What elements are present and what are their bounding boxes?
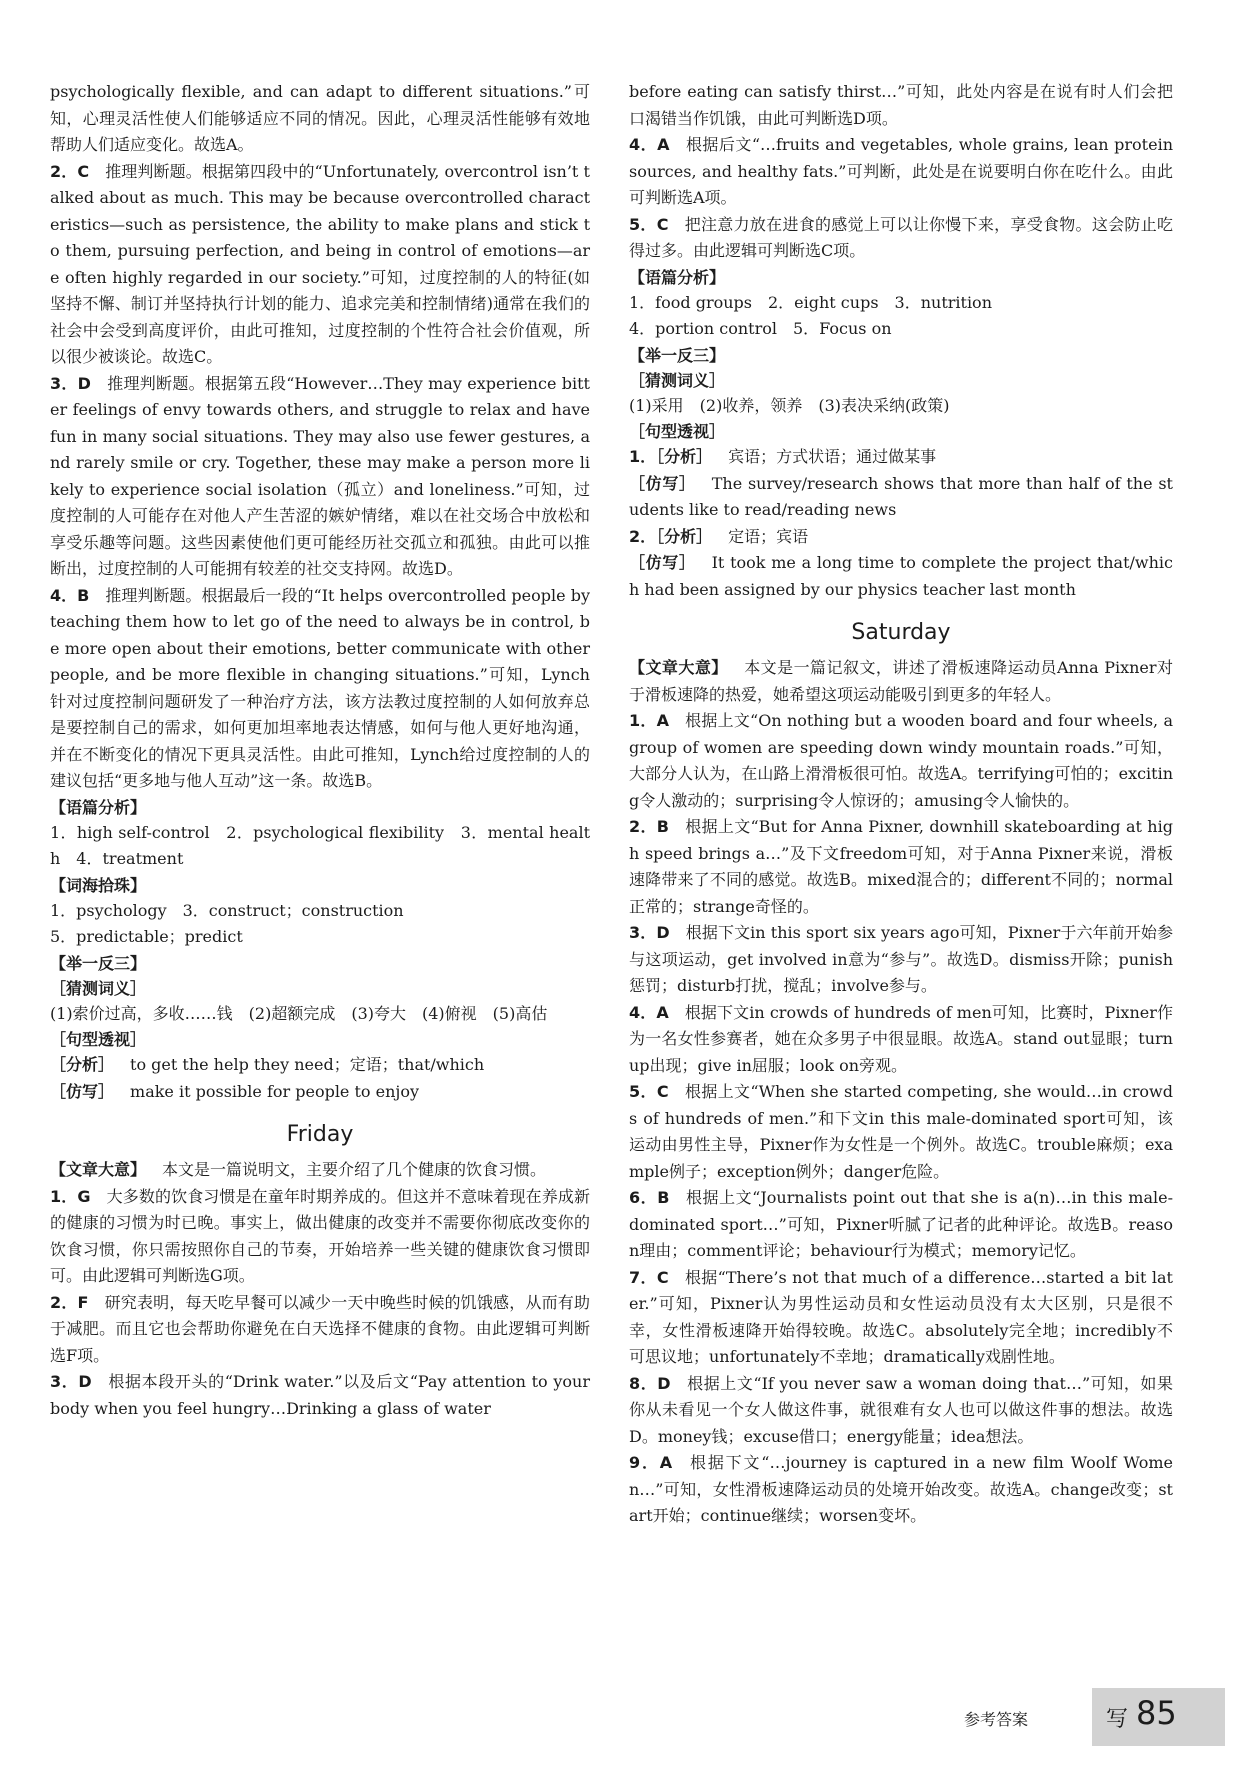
item-text: 定语；宾语 bbox=[728, 526, 809, 546]
answer-item bbox=[629, 212, 1173, 265]
item-text: to get the help they need；定语；that/which bbox=[130, 1055, 485, 1074]
answer-item bbox=[629, 444, 1173, 471]
section-heading: 【词海拾珠】 bbox=[50, 875, 147, 895]
item-text: 根据下文“…journey is captured in a new film Woolf Women…”可知，女性滑板速降运动员的处境开始改变。故选A。change改变；start开始；continue继续；worsen变坏。 bbox=[629, 1453, 1173, 1525]
answer-item bbox=[629, 132, 1173, 212]
item-label: 4．A bbox=[629, 1002, 669, 1022]
item-text: It took me a long time to complete the project that/which had been assigned by our physics teacher last month bbox=[629, 553, 1173, 599]
answer-item bbox=[50, 1052, 590, 1079]
footer-section-label: 参考答案 bbox=[964, 1710, 1029, 1729]
item-label: 5．C bbox=[629, 1082, 669, 1101]
paragraph: (1)采用 (2)收养，领养 (3)表决采纳(政策) bbox=[629, 395, 950, 415]
item-text: 根据下文in crowds of hundreds of men可知，比赛时，Pixner作为一名女性参赛者，她在众多男子中很显眼。故选A。stand out显眼；turn up出现；give in屈服；look on旁观。 bbox=[629, 1002, 1173, 1075]
section-heading: ［猜测词义］ bbox=[629, 370, 726, 390]
item-label: ［分析］ bbox=[50, 1055, 115, 1074]
section-heading: 【举一反三】 bbox=[629, 345, 726, 365]
item-label: 4．A bbox=[629, 135, 670, 154]
item-text: 根据上文“Journalists point out that she is a(n)…in this male-dominated sport…”可知，Pixner听腻了记者的此种评论。故选B。reason理由；comment评论；behaviour行为模式；memory记忆。 bbox=[629, 1188, 1173, 1260]
item-label: 【文章大意】 bbox=[629, 658, 728, 677]
answer-item bbox=[629, 814, 1173, 920]
section-heading: 【语篇分析】 bbox=[50, 797, 147, 817]
item-label: 3．D bbox=[50, 1372, 92, 1391]
section-heading: ［句型透视］ bbox=[629, 422, 726, 441]
item-label: 2．［分析］ bbox=[629, 526, 713, 546]
item-text: 推理判断题。根据第四段中的“Unfortunately, overcontrol isn’t talked about as much. This may be because overcontrolled characteristics—such as persistence, the ability to make plans and stick to them, pursuing perfection, and being in control of emotions—are often highly regarded in our society.”可知，过度控制的人的特征(如坚持不懈、制订并坚持执行计划的能力、追求完美和控制情绪)通常在我们的社会中会受到高度评价，由此可推知，过度控制的个性符合社会价值观，所以很少被谈论。故选C。 bbox=[50, 161, 590, 366]
item-label: 6．B bbox=[629, 1188, 670, 1207]
item-label: 4．B bbox=[50, 585, 90, 605]
answer-item bbox=[629, 1371, 1173, 1451]
answer-item bbox=[50, 1184, 590, 1290]
item-text: 宾语；方式状语；通过做某事 bbox=[728, 447, 937, 466]
item-label: 3．D bbox=[629, 923, 670, 942]
answer-item bbox=[50, 1290, 590, 1370]
item-label: 8．D bbox=[629, 1373, 671, 1393]
answer-item bbox=[629, 655, 1173, 708]
day-heading: Friday bbox=[286, 1122, 354, 1147]
answer-item bbox=[629, 1450, 1173, 1530]
section-heading: ［句型透视］ bbox=[50, 1030, 147, 1049]
answer-item bbox=[629, 708, 1173, 814]
item-label: 9．A bbox=[629, 1453, 673, 1472]
page-number: 85 bbox=[1136, 1694, 1177, 1732]
paragraph: 1．food groups 2．eight cups 3．nutrition bbox=[629, 292, 992, 312]
item-text: 本文是一篇记叙文，讲述了滑板速降运动员Anna Pixner对于滑板速降的热爱，她希望这项运动能吸引到更多的年轻人。 bbox=[629, 658, 1173, 704]
day-heading: Saturday bbox=[851, 620, 951, 645]
answer-item bbox=[629, 471, 1173, 524]
answer-item bbox=[629, 920, 1173, 1000]
book-code: 写 bbox=[1106, 1707, 1129, 1732]
item-label: 7．C bbox=[629, 1267, 669, 1287]
answer-item bbox=[629, 1185, 1173, 1265]
answer-item bbox=[629, 1000, 1173, 1080]
paragraph: (1)索价过高，多收……钱 (2)超额完成 (3)夸大 (4)俯视 (5)高估 bbox=[50, 1003, 548, 1023]
page-number-box bbox=[1092, 1688, 1225, 1746]
item-text: 把注意力放在进食的感觉上可以让你慢下来，享受食物。这会防止吃得过多。由此逻辑可判断选C项。 bbox=[629, 214, 1173, 260]
answer-item bbox=[50, 1079, 590, 1106]
item-text: 根据上文“On nothing but a wooden board and four wheels, a group of women are speeding down windy mountain roads.”可知，大部分人认为，在山路上滑滑板很可怕。故选A。terrifying可怕的；exciting令人激动的；surprising令人惊讶的；amusing令人愉快的。 bbox=[629, 711, 1173, 810]
item-text: 推理判断题。根据第五段“However…They may experience bitter feelings of envy towards others, and struggle to relax and have fun in many social situations. They may also use fewer gestures, and rarely smile or cry. Together, these may make a person more likely to experience social isolation（孤立）and loneliness.”可知，过度控制的人可能存在对他人产生苦涩的嫉妒情绪，难以在社交场合中放松和享受乐趣等问题。这些因素使他们更可能经历社交孤立和孤独。由此可以推断出，过度控制的人可能拥有较差的社交支持网。故选D。 bbox=[50, 373, 590, 578]
answer-item bbox=[629, 1265, 1173, 1371]
item-text: make it possible for people to enjoy bbox=[130, 1081, 420, 1101]
answer-item bbox=[50, 583, 590, 795]
right-column bbox=[629, 79, 1173, 1530]
paragraph: 1．high self-control 2．psychological flexibility 3．mental health 4．treatment bbox=[50, 822, 590, 868]
item-text: 根据下文in this sport six years ago可知，Pixner于六年前开始参与这项运动，get involved in意为“参与”。故选D。dismiss开除；punish惩罚；disturb打扰，搅乱；involve参与。 bbox=[629, 923, 1173, 995]
item-label: 3．D bbox=[50, 373, 91, 393]
item-text: 根据上文“If you never saw a woman doing that…”可知，如果你从未看见一个女人做这件事，就很难有女人也可以做这件事的想法。故选D。money钱；excuse借口；energy能量；idea想法。 bbox=[629, 1373, 1173, 1446]
item-text: 推理判断题。根据最后一段的“It helps overcontrolled people by teaching them how to let go of the need to always be in control, be more open about their emotions, better communicate with other people, and be more flexible in changing situations.”可知，Lynch针对过度控制问题研发了一种治疗方法，该方法教过度控制的人如何放弃总是要控制自己的需求，如何更加坦率地表达情感，如何与他人更好地沟通，并在不断变化的情况下更具灵活性。由此可推知，Lynch给过度控制的人的建议包括“更多地与他人互动”这一条。故选B。 bbox=[50, 585, 590, 790]
section-heading: 【语篇分析】 bbox=[629, 267, 726, 287]
item-label: 5．C bbox=[629, 214, 669, 234]
item-label: 【文章大意】 bbox=[50, 1160, 147, 1179]
answer-item bbox=[50, 159, 590, 371]
item-text: 根据上文“When she started competing, she would…in crowds of hundreds of men.”和下文in this male-dominated sport可知，该运动由男性主导，Pixner作为女性是一个例外。故选C。trouble麻烦；example例子；exception例外；danger危险。 bbox=[629, 1082, 1173, 1181]
paragraph: before eating can satisfy thirst…”可知，此处内容是在说有时人们会把口渴错当作饥饿，由此可判断选D项。 bbox=[629, 82, 1173, 128]
item-label: 1．G bbox=[50, 1186, 91, 1206]
item-text: 研究表明，每天吃早餐可以减少一天中晚些时候的饥饿感，从而有助于减肥。而且它也会帮助你避免在白天选择不健康的食物。由此逻辑可判断选F项。 bbox=[50, 1292, 590, 1365]
item-text: 大多数的饮食习惯是在童年时期养成的。但这并不意味着现在养成新的健康的习惯为时已晚。事实上，做出健康的改变并不需要你彻底改变你的饮食习惯，你只需按照你自己的节奏，开始培养一些关键的健康饮食习惯即可。由此逻辑可判断选G项。 bbox=[50, 1186, 590, 1285]
item-label: 2．C bbox=[50, 161, 90, 181]
item-label: ［仿写］ bbox=[50, 1081, 115, 1101]
item-label: 1．［分析］ bbox=[629, 447, 713, 466]
item-label: 1．A bbox=[629, 711, 669, 730]
item-text: The survey/research shows that more than half of the students like to read/reading news bbox=[629, 473, 1173, 519]
answer-item bbox=[629, 1079, 1173, 1185]
section-heading: 【举一反三】 bbox=[50, 953, 147, 973]
item-text: 根据“There’s not that much of a difference…started a bit later.”可知，Pixner认为男性运动员和女性运动员没有太大区别，只是很不幸，女性滑板速降开始得较晚。故选C。absolutely完全地；incredibly不可思议地；unfortunately不幸地；dramatically戏剧性地。 bbox=[629, 1267, 1173, 1366]
paragraph: 5．predictable；predict bbox=[50, 927, 243, 946]
answer-item bbox=[629, 550, 1173, 603]
item-text: 根据上文“But for Anna Pixner, downhill skateboarding at high speed brings a…”及下文freedom可知，对于Anna Pixner来说，滑板速降带来了不同的感觉。故选B。mixed混合的；different不同的；normal正常的；strange奇怪的。 bbox=[629, 817, 1173, 916]
item-label: ［仿写］ bbox=[629, 473, 696, 493]
item-text: 本文是一篇说明文，主要介绍了几个健康的饮食习惯。 bbox=[162, 1160, 547, 1179]
item-text: 根据本段开头的“Drink water.”以及后文“Pay attention to your body when you feel hungry…Drinking a glass of water bbox=[50, 1372, 590, 1418]
paragraph: 1．psychology 3．construct；construction bbox=[50, 900, 404, 920]
item-text: 根据后文“…fruits and vegetables, whole grains, lean protein sources, and healthy fats.”可判断，此处是在说要明白你在吃什么。由此可判断选A项。 bbox=[629, 135, 1173, 207]
paragraph: 4．portion control 5．Focus on bbox=[629, 319, 892, 338]
answer-item bbox=[50, 1157, 590, 1184]
item-label: 2．B bbox=[629, 817, 669, 836]
item-label: 2．F bbox=[50, 1292, 89, 1312]
paragraph: psychologically flexible, and can adapt to different situations.”可知，心理灵活性使人们能够适应不同的情况。因此，心理灵活性能够有效地帮助人们适应变化。故选A。 bbox=[50, 82, 590, 154]
answer-item bbox=[50, 371, 590, 583]
answer-item bbox=[629, 524, 1173, 551]
item-label: ［仿写］ bbox=[629, 553, 696, 572]
left-column bbox=[50, 79, 590, 1422]
answer-item bbox=[50, 1369, 590, 1422]
section-heading: ［猜测词义］ bbox=[50, 978, 147, 998]
